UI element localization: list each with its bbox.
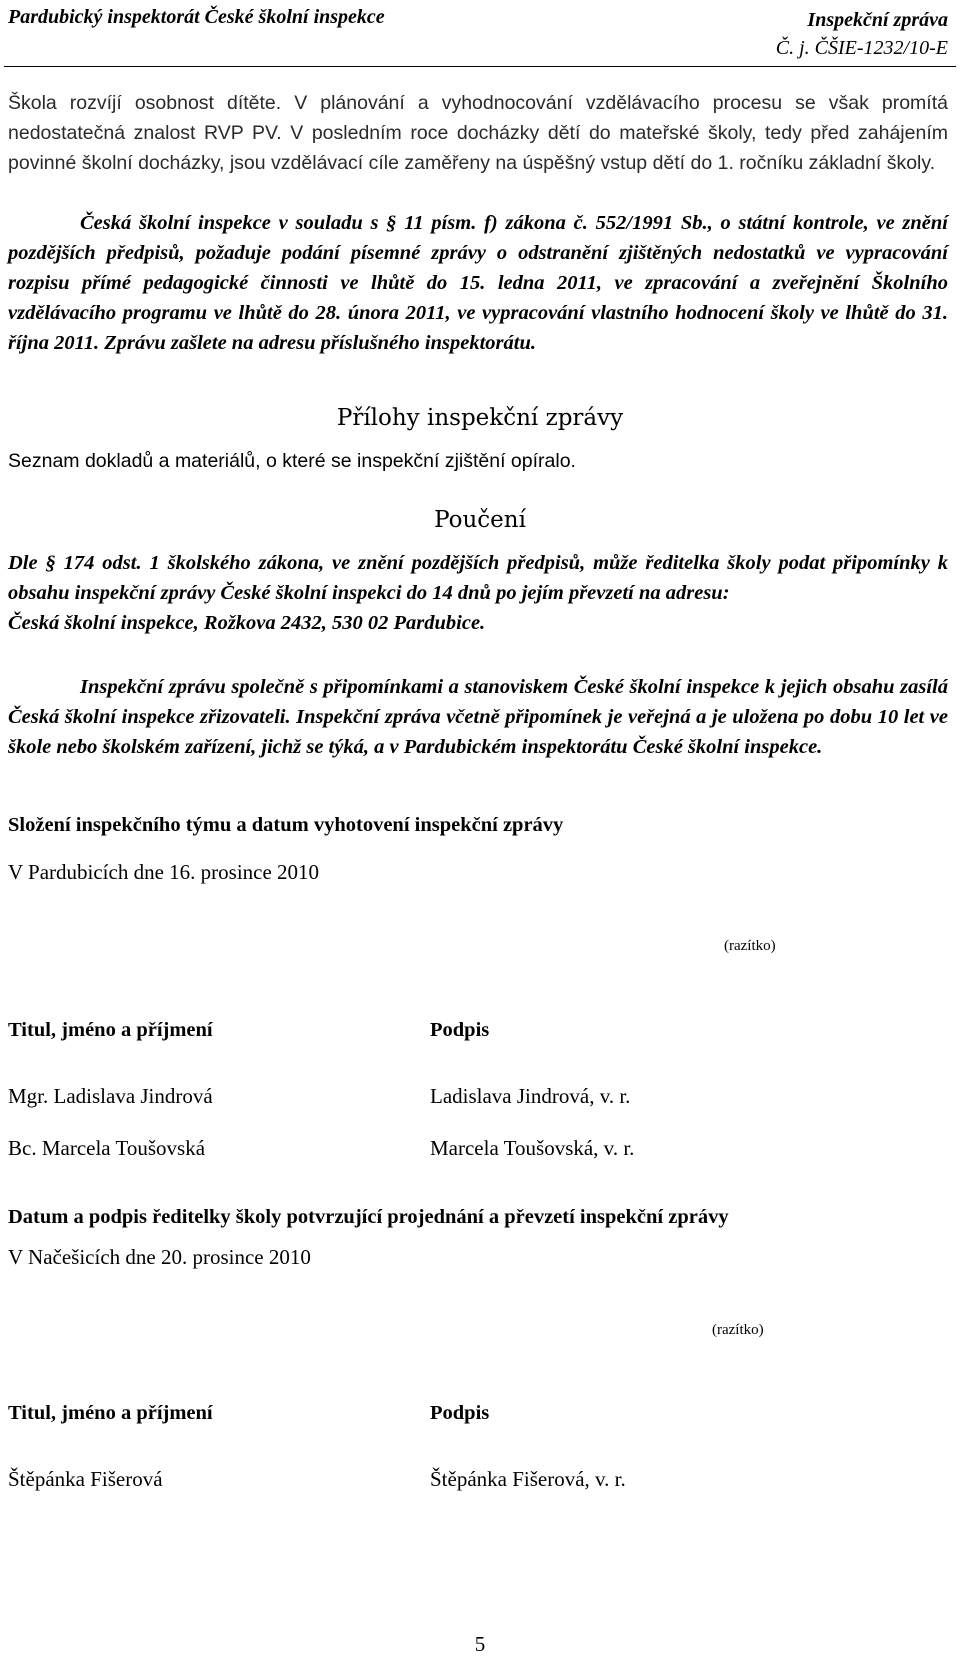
team-member-name: Bc. Marcela Toušovská — [8, 1136, 206, 1160]
paragraph-inspection-requirement — [8, 208, 948, 358]
attachments-text: Seznam dokladů a materiálů, o které se inspekční zjištění opíralo. — [8, 450, 576, 472]
page-number: 5 — [474, 1632, 486, 1656]
team-name-column-header: Titul, jméno a příjmení — [8, 1019, 213, 1041]
instruction-text: Dle § 174 odst. 1 školského zákona, ve znění pozdějších předpisů, může ředitelka školy podat připomínky k obsahu inspekční zprávy České školní inspekci do 14 dnů po jejím převzetí na adresu: — [8, 552, 948, 604]
team-stamp-label: (razítko) — [724, 938, 776, 954]
attachments-heading: Přílohy inspekční zprávy — [336, 405, 624, 431]
instruction-paragraph — [8, 548, 948, 638]
director-table-header — [8, 1402, 948, 1425]
director-sign-column-header: Podpis — [430, 1402, 490, 1424]
header-report-info — [776, 6, 948, 62]
header-report-title: Inspekční zpráva — [807, 9, 948, 31]
team-date: V Pardubicích dne 16. prosince 2010 — [8, 860, 320, 884]
team-member-name: Mgr. Ladislava Jindrová — [8, 1084, 213, 1108]
director-signature: Štěpánka Fišerová, v. r. — [430, 1467, 626, 1491]
director-name-column-header: Titul, jméno a příjmení — [8, 1402, 213, 1424]
director-date: V Načešicích dne 20. prosince 2010 — [8, 1245, 311, 1269]
director-stamp-label: (razítko) — [712, 1322, 764, 1338]
paragraph-school-development: Škola rozvíjí osobnost dítěte. V plánování a vyhodnocování vzdělávacího procesu se však promítá nedostatečná znalost RVP PV. V posledním roce docházky dětí do mateřské školy, tedy před zahájením povinné školní docházky, jsou vzdělávací cíle zaměřeny na úspěšný vstup dětí do 1. ročníku základní školy. — [8, 92, 948, 174]
team-row — [8, 1084, 948, 1109]
director-row — [8, 1467, 948, 1492]
team-table-header — [8, 1019, 948, 1042]
team-heading: Složení inspekčního týmu a datum vyhotovení inspekční zprávy — [8, 814, 564, 836]
director-name: Štěpánka Fišerová — [8, 1467, 163, 1491]
instruction-distribution-text: Inspekční zprávu společně s připomínkami a stanoviskem České školní inspekce k jejich obsahu zasílá Česká školní inspekce zřizovateli. Inspekční zpráva včetně připomínek je veřejná a je uložena po dobu 10 let ve škole nebo školském zařízení, jichž se týká, a v Pardubickém inspektorátu České školní inspekce. — [8, 676, 948, 758]
instruction-address: Česká školní inspekce, Rožkova 2432, 530 02 Pardubice. — [8, 612, 486, 634]
header-divider — [4, 66, 956, 67]
team-member-signature: Ladislava Jindrová, v. r. — [430, 1084, 631, 1108]
team-member-signature: Marcela Toušovská, v. r. — [430, 1136, 635, 1160]
paragraph-inspection-requirement-text: Česká školní inspekce v souladu s § 11 písm. f) zákona č. 552/1991 Sb., o státní kontrole, ve znění pozdějších předpisů, požaduje podání písemné zprávy o odstranění zjištěných nedostatků ve vypracování rozpisu přímé pedagogické činnosti ve lhůtě do 15. ledna 2011, ve zpracování a zveřejnění Školního vzdělávacího programu ve lhůtě do 28. února 2011, ve vypracování vlastního hodnocení školy ve lhůtě do 31. října 2011. Zprávu zašlete na adresu příslušného inspektorátu. — [8, 212, 948, 354]
instruction-heading: Poučení — [434, 507, 526, 533]
header-reference-number: Č. j. ČŠIE-1232/10-E — [775, 37, 948, 59]
header-inspectorate: Pardubický inspektorát České školní inspekce — [8, 6, 385, 28]
team-sign-column-header: Podpis — [430, 1019, 490, 1041]
director-heading: Datum a podpis ředitelky školy potvrzující projednání a převzetí inspekční zprávy — [8, 1206, 729, 1228]
team-row — [8, 1136, 948, 1161]
instruction-distribution — [8, 672, 948, 762]
